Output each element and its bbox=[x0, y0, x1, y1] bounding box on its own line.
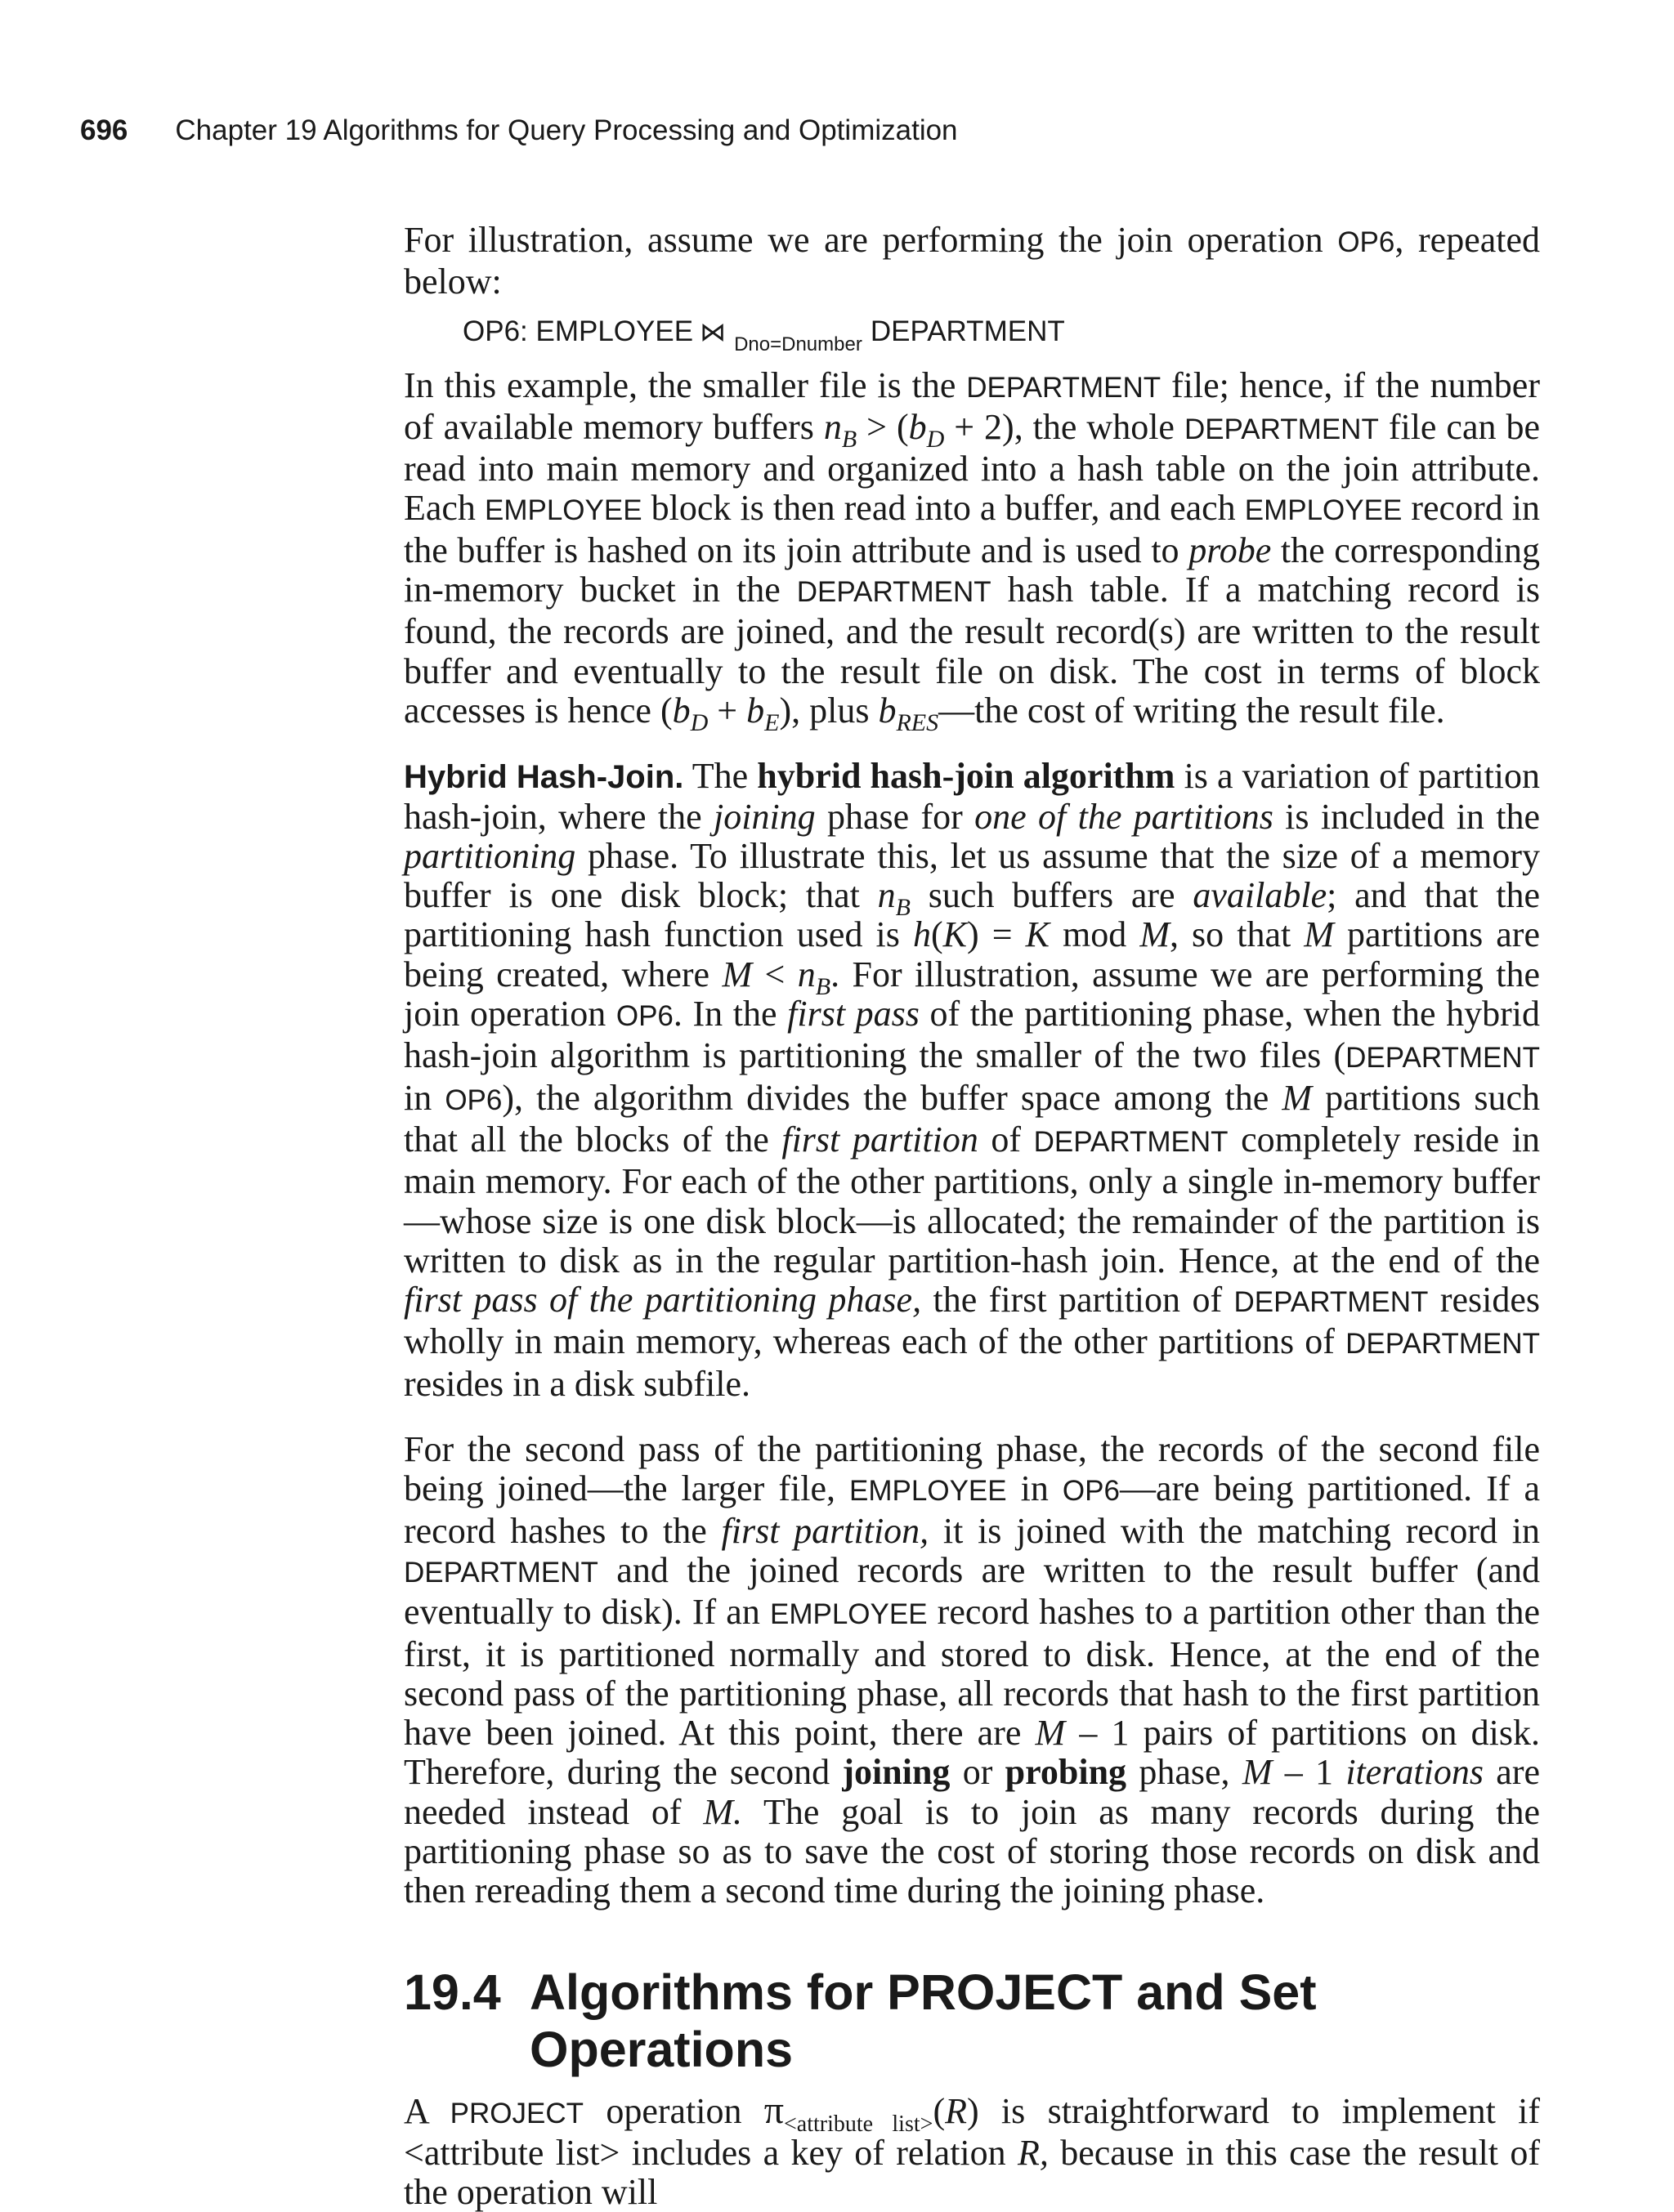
text-run: EMPLOYEE bbox=[849, 1475, 1007, 1508]
section-title: Algorithms for PROJECT and Set Operations bbox=[530, 1964, 1317, 2077]
text-run: and the joined records are written to the result buffer (and eventually to disk). If an bbox=[404, 1549, 1540, 1633]
text-run: joining bbox=[842, 1752, 951, 1793]
text-run: DEPARTMENT bbox=[1345, 1328, 1540, 1361]
text-run: first pass of the partitioning phase, bbox=[404, 1280, 922, 1320]
text-run: M. bbox=[703, 1791, 742, 1832]
text-run: file can be read into main memory and organized into a hash table on the join attribute. Each bbox=[404, 406, 1540, 529]
pi-symbol: π bbox=[763, 2088, 785, 2132]
text-run: PROJECT bbox=[450, 2097, 584, 2129]
text-run: DEPARTMENT bbox=[1345, 1042, 1540, 1075]
text-run: joining bbox=[714, 796, 816, 837]
text-run: EMPLOYEE bbox=[1244, 494, 1403, 527]
paragraph-hybrid-hash-join bbox=[404, 757, 1540, 1404]
text-run: B bbox=[841, 425, 857, 453]
section-heading bbox=[404, 1964, 1540, 2078]
text-run: such buffers are bbox=[911, 875, 1193, 916]
paragraph-project bbox=[404, 2088, 1540, 2212]
text-run: D bbox=[690, 708, 709, 736]
text-run: ) is straightforward to implement if <attribute list> includes a key of relation bbox=[404, 2090, 1540, 2173]
text-run: ), the algorithm divides the buffer space among the bbox=[502, 1077, 1282, 1118]
text-run: partitions such that all the blocks of the bbox=[404, 1077, 1540, 1160]
page-body bbox=[404, 221, 1540, 2212]
join-condition: Dno=Dnumber bbox=[734, 333, 862, 355]
text-run: resides in a disk subfile. bbox=[404, 1363, 751, 1404]
op6-equation: OP6: EMPLOYEE ⋈ $_{Dno=Dnumber}$ DEPARTMENT bbox=[463, 315, 1065, 355]
text-run: operation bbox=[584, 2090, 764, 2131]
text-run: ; and that the partitioning hash function used is bbox=[404, 875, 1540, 955]
text-run: partitioning bbox=[404, 835, 576, 876]
page-number: 696 bbox=[80, 114, 128, 146]
text-run: M bbox=[722, 954, 753, 994]
text-run: first pass bbox=[787, 994, 920, 1035]
text-run: DEPARTMENT bbox=[1233, 1286, 1429, 1319]
text-run: The goal is to join as many records during the partitioning phase so as to save the cost of storing those records on disk and then rereading them a second time during the joining phase. bbox=[404, 1791, 1540, 1911]
text-run: the corresponding in-memory bucket in the bbox=[404, 530, 1541, 610]
text-run: one of the partitions bbox=[974, 796, 1273, 837]
text-run: —the cost of writing the result file. bbox=[938, 690, 1445, 731]
text-run: the first partition of bbox=[921, 1280, 1234, 1320]
text-run: partitions are being created, where bbox=[404, 914, 1540, 994]
text-run: OP6 bbox=[615, 1000, 674, 1033]
text-run: phase, bbox=[1126, 1752, 1242, 1793]
text-run: n bbox=[823, 406, 842, 447]
text-run: hash table. If a matching record is found, the records are joined, and the result record(s) are written to the result buffer and eventually to the result file on disk. The cost in terms of block accesses is hence ( bbox=[404, 570, 1540, 731]
text-run: mod bbox=[1049, 914, 1140, 955]
text-run: B bbox=[815, 972, 831, 1000]
text-run: D bbox=[926, 425, 945, 453]
text-run: it is joined with the matching record in bbox=[929, 1510, 1540, 1551]
text-run: OP6 bbox=[1062, 1475, 1120, 1508]
text-run: DEPARTMENT bbox=[1033, 1125, 1229, 1158]
text-run: phase for bbox=[815, 796, 975, 837]
text-run: B bbox=[895, 894, 911, 922]
text-run: b bbox=[908, 406, 927, 447]
text-run: DEPARTMENT bbox=[404, 1556, 598, 1589]
text-run: EMPLOYEE bbox=[769, 1598, 928, 1631]
text-run: record hashes to a partition other than the first, it is partitioned normally and stored to disk. Hence, at the end of the second pass of the partitioning phase, all records that hash to the first partition have been joined. At this point, there are bbox=[404, 1592, 1540, 1754]
text-run: < bbox=[752, 954, 798, 994]
text-run: M bbox=[1139, 914, 1170, 955]
text-run: , repeated below: bbox=[404, 220, 1541, 302]
join-symbol: ⋈ bbox=[700, 315, 727, 347]
text-run: are needed instead of bbox=[404, 1752, 1541, 1832]
text-run: probing bbox=[1005, 1752, 1127, 1793]
text-run: RES bbox=[896, 708, 939, 736]
text-run: block is then read into a buffer, and each bbox=[642, 488, 1245, 529]
text-run: M bbox=[1035, 1713, 1066, 1754]
text-run: probe bbox=[1188, 530, 1272, 570]
text-run: , so that bbox=[1169, 914, 1305, 955]
text-run: . In the bbox=[673, 994, 788, 1035]
text-run: phase. To illustrate this, let us assume that the size of a memory buffer is one disk block; that bbox=[404, 835, 1540, 916]
text-run: M bbox=[1242, 1752, 1273, 1793]
text-run: is included in the bbox=[1273, 796, 1540, 837]
text-run: The bbox=[692, 756, 758, 797]
text-run: record in the buffer is hashed on its join attribute and is used to bbox=[404, 488, 1541, 570]
text-run: R, bbox=[1017, 2132, 1049, 2173]
text-run: b bbox=[746, 690, 765, 731]
text-run: ( bbox=[933, 2090, 946, 2131]
text-run: first partition, bbox=[721, 1510, 929, 1551]
text-run: h bbox=[912, 914, 931, 955]
paragraph-second-pass bbox=[404, 1430, 1540, 1911]
text-run: – 1 pairs of partitions on disk. Therefore, during the second bbox=[404, 1713, 1540, 1793]
text-run: For the second pass of the partitioning phase, the records of the second file being joined—the larger file, bbox=[404, 1429, 1540, 1509]
text-run: R bbox=[945, 2090, 967, 2131]
text-run: first partition bbox=[781, 1119, 978, 1160]
text-run: M bbox=[1282, 1077, 1312, 1118]
text-run: + bbox=[708, 690, 747, 731]
text-run: M bbox=[1304, 914, 1334, 955]
text-run: of bbox=[978, 1119, 1034, 1160]
paragraph-intro bbox=[404, 221, 1540, 302]
text-run: + 2), the whole bbox=[944, 406, 1184, 447]
text-run: > ( bbox=[857, 406, 909, 447]
text-run: DEPARTMENT bbox=[966, 371, 1162, 404]
text-run: <attribute list> bbox=[784, 2111, 933, 2137]
text-run: hybrid hash-join algorithm bbox=[757, 756, 1175, 797]
text-run: OP6 bbox=[445, 1084, 503, 1116]
text-run: . For illustration, assume we are performing the join operation bbox=[404, 954, 1540, 1035]
text-run: K bbox=[1025, 914, 1050, 955]
section-number: 19.4 bbox=[404, 1964, 501, 2020]
text-run: E bbox=[764, 708, 780, 736]
text-run: ), plus bbox=[779, 690, 879, 731]
text-run: b bbox=[878, 690, 897, 731]
text-run: available bbox=[1193, 875, 1327, 916]
run-in-heading: Hybrid Hash-Join. bbox=[404, 759, 684, 796]
running-header bbox=[80, 114, 958, 147]
text-run: n bbox=[797, 954, 816, 994]
text-run: EMPLOYEE bbox=[485, 494, 642, 527]
text-run: b bbox=[672, 690, 691, 731]
text-run: ) = bbox=[966, 914, 1026, 955]
running-title: Chapter 19 Algorithms for Query Processing and Optimization bbox=[175, 114, 958, 146]
text-run: For illustration, assume we are performing the join operation bbox=[404, 220, 1338, 260]
text-run: completely reside in main memory. For each of the other partitions, only a single in-memory buffer—whose size is one disk block—is allocated; the remainder of the partition is written to disk as in the regular partition-hash join. Hence, at the end of the bbox=[404, 1119, 1540, 1280]
text-run: of the partitioning phase, when the hybrid hash-join algorithm is partitioning the smaller of the two files ( bbox=[404, 994, 1541, 1076]
text-run: —are being partitioned. If a record hashes to the bbox=[404, 1468, 1540, 1551]
text-run: ( bbox=[930, 914, 943, 955]
text-run: A bbox=[404, 2090, 450, 2131]
term-op6: OP6 bbox=[1337, 226, 1395, 258]
text-run: K bbox=[942, 914, 967, 955]
text-run: or bbox=[950, 1752, 1005, 1793]
text-run: is a variation of partition hash-join, where the bbox=[404, 756, 1541, 837]
text-run: file; hence, if the number of available memory buffers bbox=[404, 364, 1540, 447]
paragraph-in-memory-hash bbox=[404, 364, 1541, 736]
text-run: In this example, the smaller file is the bbox=[404, 364, 967, 405]
text-run: n bbox=[877, 875, 896, 916]
text-run: because in this case the result of the operation will bbox=[404, 2132, 1540, 2212]
text-run: in bbox=[1006, 1468, 1063, 1509]
text-run: – 1 bbox=[1272, 1752, 1346, 1793]
text-run: DEPARTMENT bbox=[1184, 413, 1379, 445]
text-run: iterations bbox=[1345, 1752, 1484, 1793]
text-run: in bbox=[404, 1077, 445, 1118]
text-run: resides wholly in main memory, whereas each of the other partitions of bbox=[404, 1280, 1540, 1362]
text-run: DEPARTMENT bbox=[796, 576, 991, 609]
